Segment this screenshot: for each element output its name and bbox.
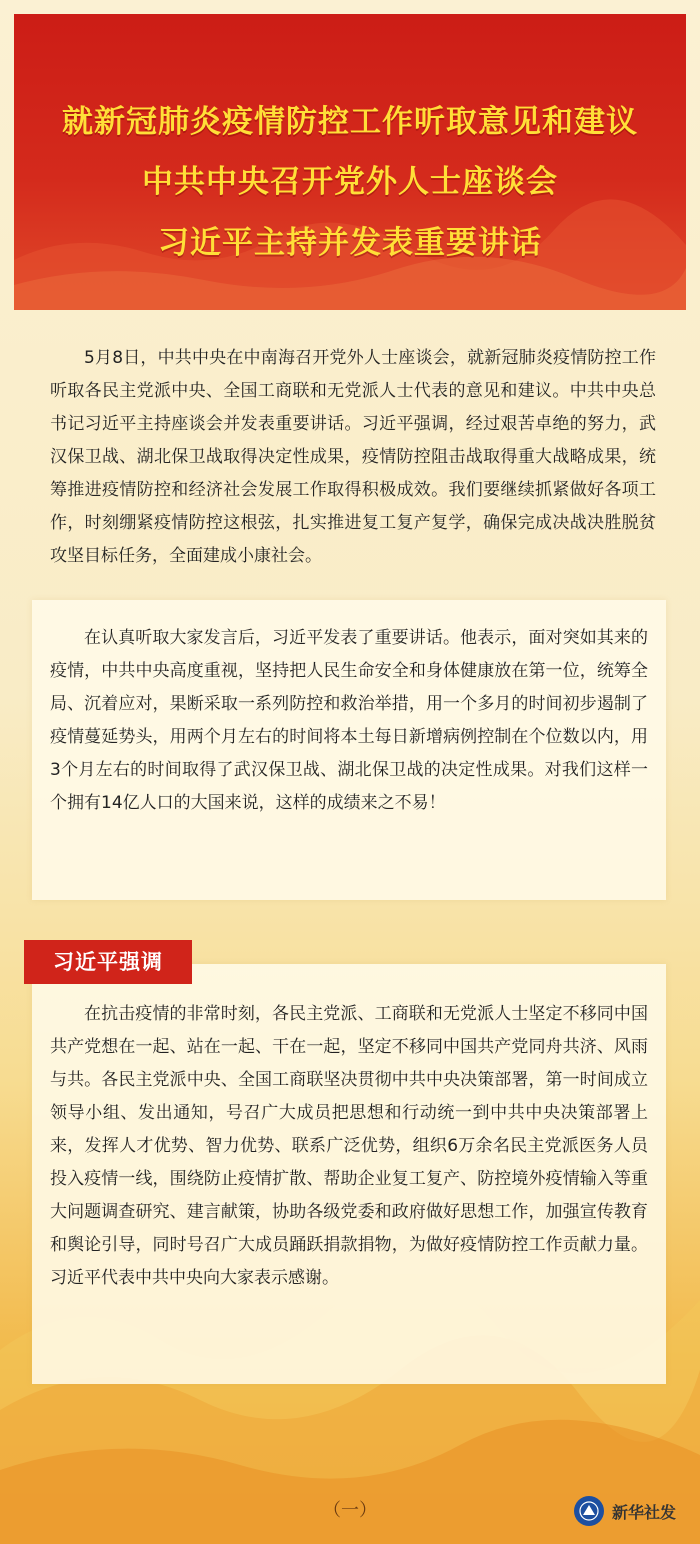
headline-line-2: 中共中央召开党外人士座谈会 xyxy=(142,164,558,200)
section-tag: 习近平强调 xyxy=(24,940,192,984)
xinhua-emblem-icon xyxy=(574,1496,604,1526)
headline-line-1: 就新冠肺炎疫情防控工作听取意见和建议 xyxy=(62,104,638,140)
xinhua-logo xyxy=(574,1494,676,1528)
logo-text: 新华社发 xyxy=(612,1502,677,1522)
intro-paragraph: 5月8日，中共中央在中南海召开党外人士座谈会，就新冠肺炎疫情防控工作听取各民主党派中央、全国工商联和无党派人士代表的意见和建议。中共中央总书记习近平主持座谈会并发表重要讲话。习近平强调，经过艰苦卓绝的努力，武汉保卫战、湖北保卫战取得决定性成果，疫情防控阻击战取得重大战略成果，统筹推进疫情防控和经济社会发展工作取得积极成效。我们要继续抓紧做好各项工作，时刻绷紧疫情防控这根弦，扎实推进复工复产复学，确保完成决战决胜脱贫攻坚目标任务，全面建成小康社会。 xyxy=(50,348,656,566)
emphasis-card xyxy=(32,964,666,1384)
page-number: （一） xyxy=(323,1500,377,1521)
speech-card xyxy=(32,600,666,900)
emphasis-paragraph: 在抗击疫情的非常时刻，各民主党派、工商联和无党派人士坚定不移同中国共产党想在一起、站在一起、干在一起，坚定不移同中国共产党同舟共济、风雨与共。各民主党派中央、全国工商联坚决贯彻中共中央决策部署，第一时间成立领导小组、发出通知，号召广大成员把思想和行动统一到中共中央决策部署上来，发挥人才优势、智力优势、联系广泛优势，组织6万余名民主党派医务人员投入疫情一线，围绕防止疫情扩散、帮助企业复工复产、防控境外疫情输入等重大问题调查研究、建言献策，协助各级党委和政府做好思想工作，加强宣传教育和舆论引导，同时号召广大成员踊跃捐款捐物，为做好疫情防控工作贡献力量。习近平代表中共中央向大家表示感谢。 xyxy=(50,1004,648,1288)
speech-paragraph: 在认真听取大家发言后，习近平发表了重要讲话。他表示，面对突如其来的疫情，中共中央高度重视，坚持把人民生命安全和身体健康放在第一位，统筹全局、沉着应对，果断采取一系列防控和救治举措，用一个多月的时间初步遏制了疫情蔓延势头，用两个月左右的时间将本土每日新增病例控制在个位数以内，用3个月左右的时间取得了武汉保卫战、湖北保卫战的决定性成果。对我们这样一个拥有14亿人口的大国来说，这样的成绩来之不易！ xyxy=(50,628,648,813)
headline-line-3: 习近平主持并发表重要讲话 xyxy=(158,225,542,261)
header-banner xyxy=(14,14,686,310)
